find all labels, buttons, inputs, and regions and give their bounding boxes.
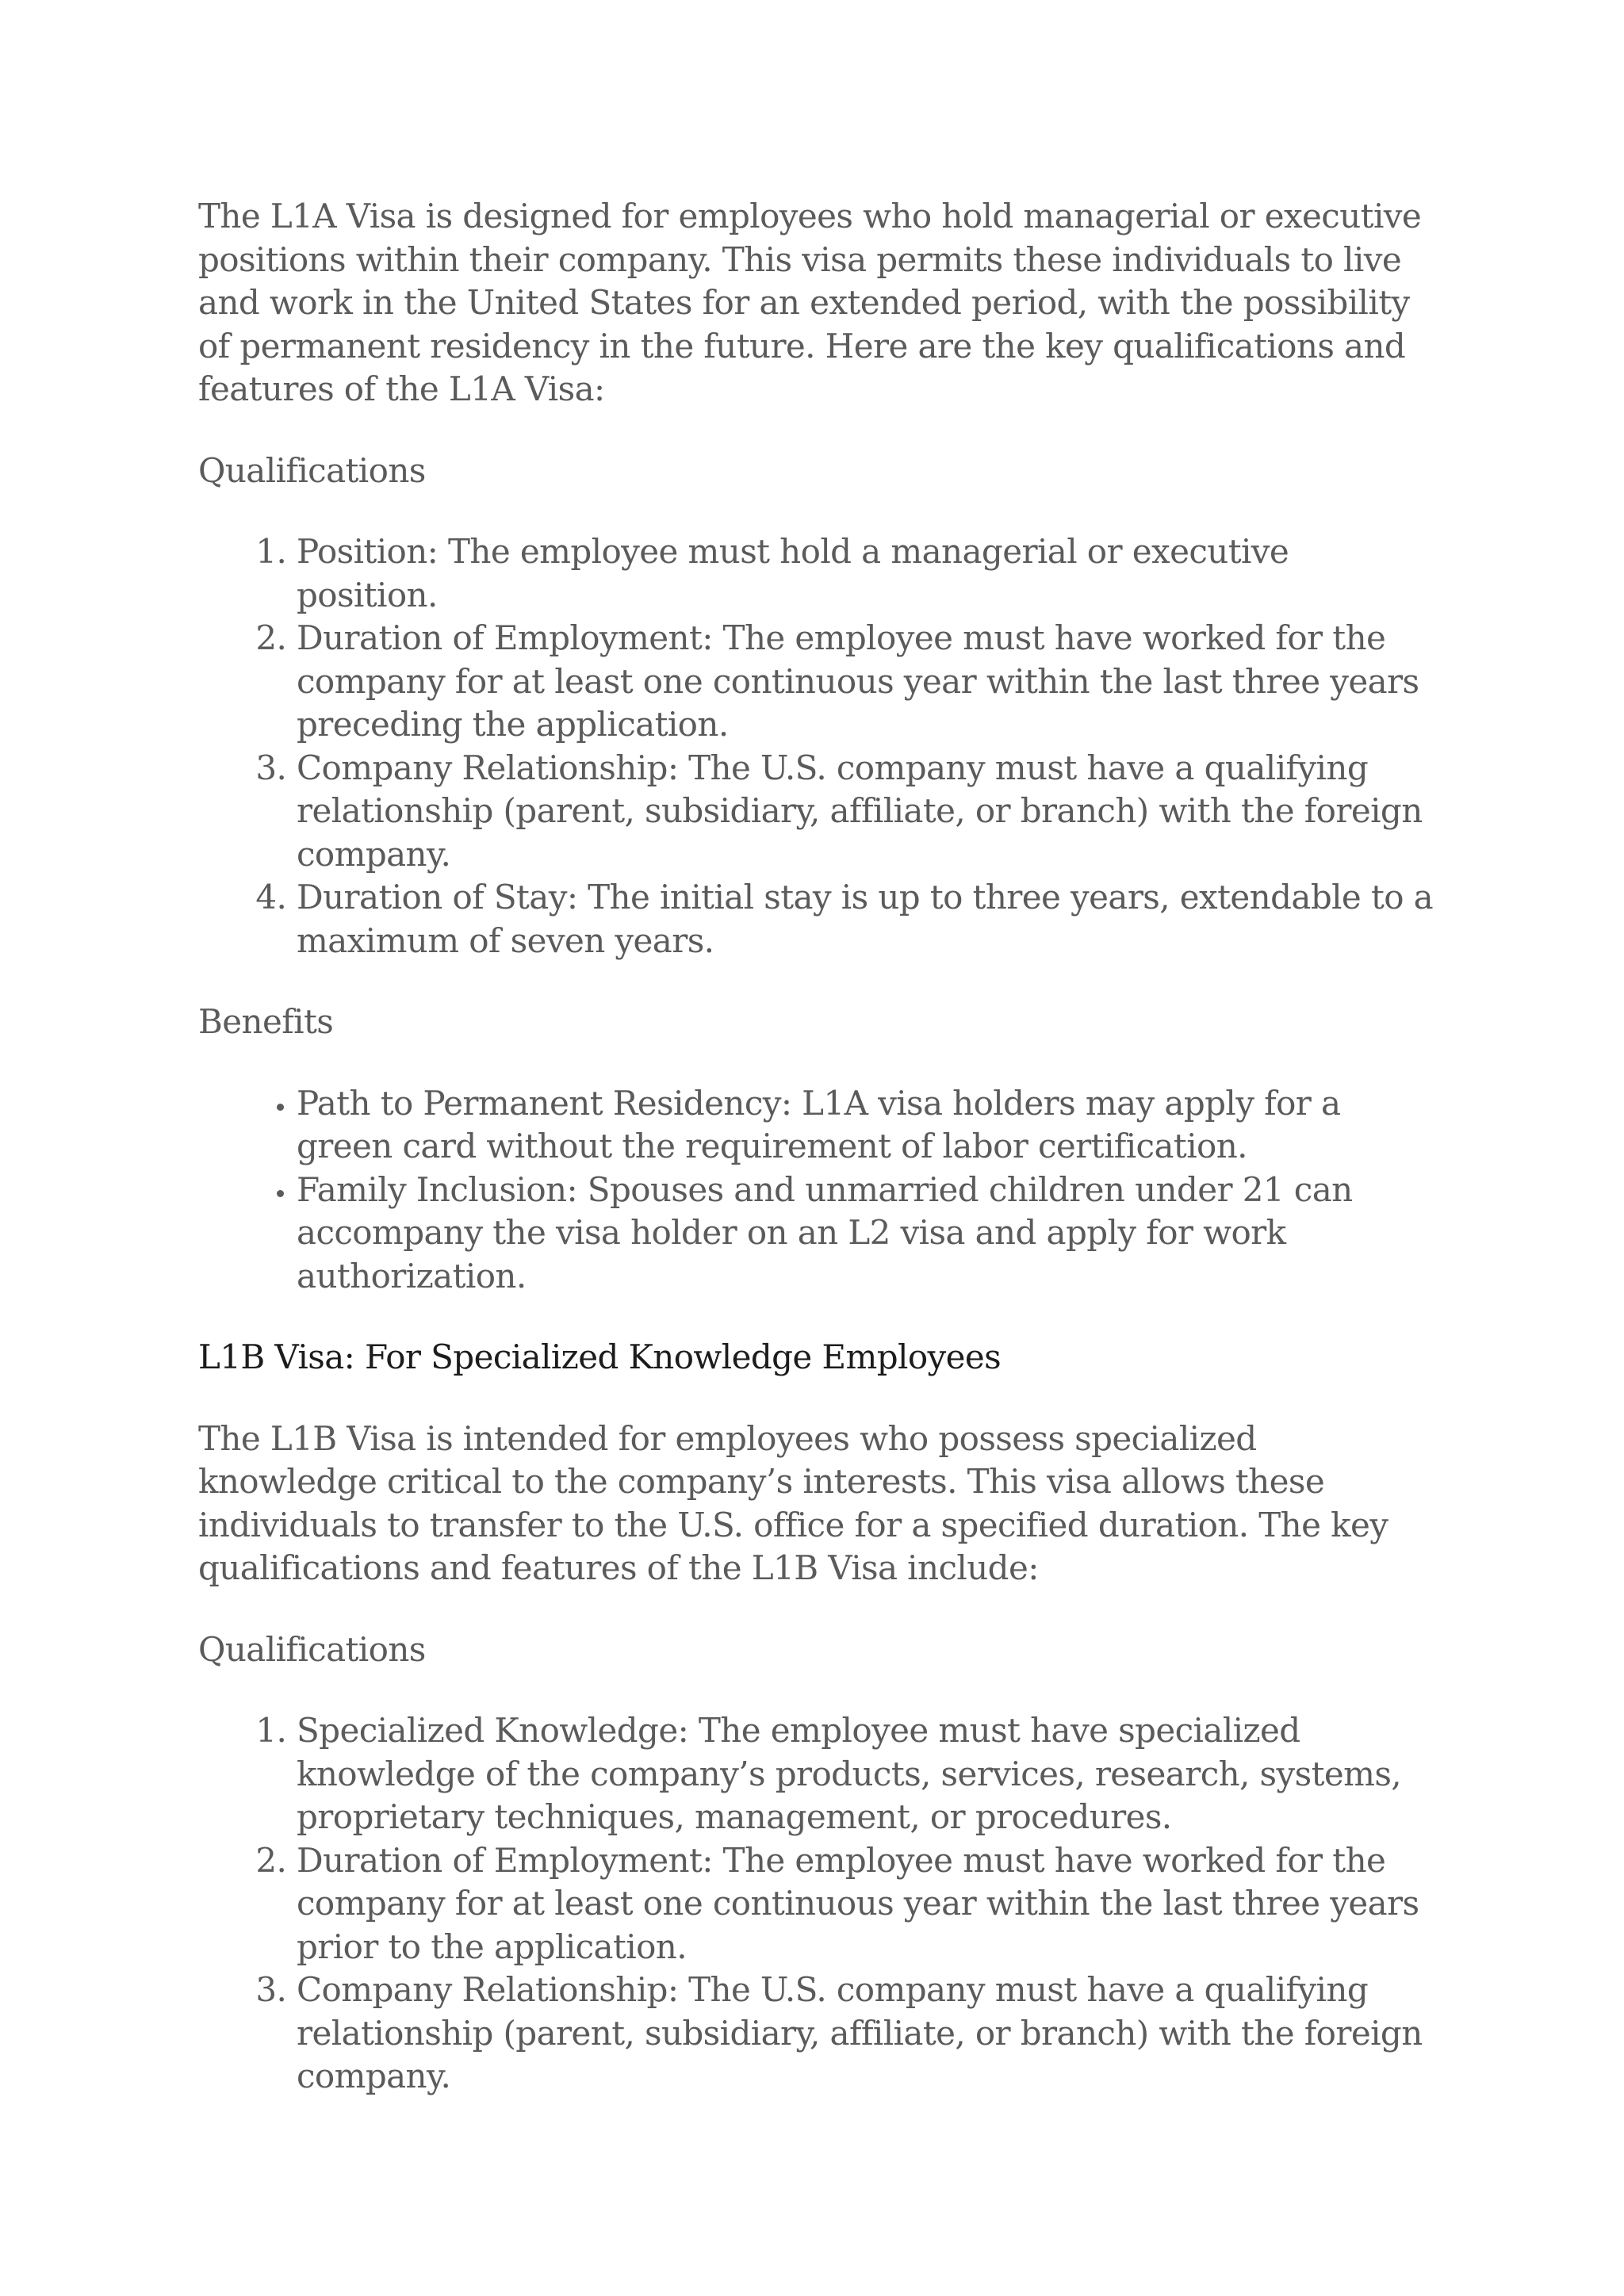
list-item: 2. Duration of Employment: The employee must have worked for the company for at least one continuous year within the last three years prior to the application. <box>297 1839 1435 1969</box>
l1a-qualifications-list <box>198 530 1435 962</box>
list-item: 1. Specialized Knowledge: The employee must have specialized knowledge of the company’s products, services, research, systems, proprietary techniques, management, or procedures. <box>297 1709 1435 1839</box>
list-item: 3. Company Relationship: The U.S. company must have a qualifying relationship (parent, subsidiary, affiliate, or branch) with the foreign company. <box>297 1969 1435 2099</box>
list-item: • Family Inclusion: Spouses and unmarried children under 21 can accompany the visa holder on an L2 visa and apply for work authorization. <box>297 1169 1435 1299</box>
list-item: 2. Duration of Employment: The employee must have worked for the company for at least one continuous year within the last three years preceding the application. <box>297 617 1435 747</box>
l1a-qualifications-label: Qualifications <box>198 450 426 490</box>
l1a-benefits-label: Benefits <box>198 1002 334 1041</box>
l1b-qualifications-label: Qualifications <box>198 1629 426 1669</box>
l1a-intro-paragraph: The L1A Visa is designed for employees who hold managerial or executive positions within their company. This visa permits these individuals to live and work in the United States for an extended period, with the possibility of permanent residency in the future. Here are the key qualifications and features of the L1A Visa: <box>198 197 1422 408</box>
l1a-benefits-list <box>198 1082 1435 1299</box>
l1b-section-heading: L1B Visa: For Specialized Knowledge Employees <box>198 1337 1002 1376</box>
document-body <box>198 195 1435 2137</box>
list-item: 3. Company Relationship: The U.S. company must have a qualifying relationship (parent, subsidiary, affiliate, or branch) with the foreign company. <box>297 747 1435 877</box>
l1b-intro-paragraph: The L1B Visa is intended for employees who possess specialized knowledge critical to the company’s interests. This visa allows these individuals to transfer to the U.S. office for a specified duration. The key qualifications and features of the L1B Visa include: <box>198 1418 1388 1587</box>
list-item: • Path to Permanent Residency: L1A visa holders may apply for a green card without the requirement of labor certification. <box>297 1082 1435 1169</box>
l1b-qualifications-list <box>198 1709 1435 2099</box>
list-item: 4. Duration of Stay: The initial stay is up to three years, extendable to a maximum of seven years. <box>297 876 1435 962</box>
list-item: 1. Position: The employee must hold a managerial or executive position. <box>297 530 1435 617</box>
